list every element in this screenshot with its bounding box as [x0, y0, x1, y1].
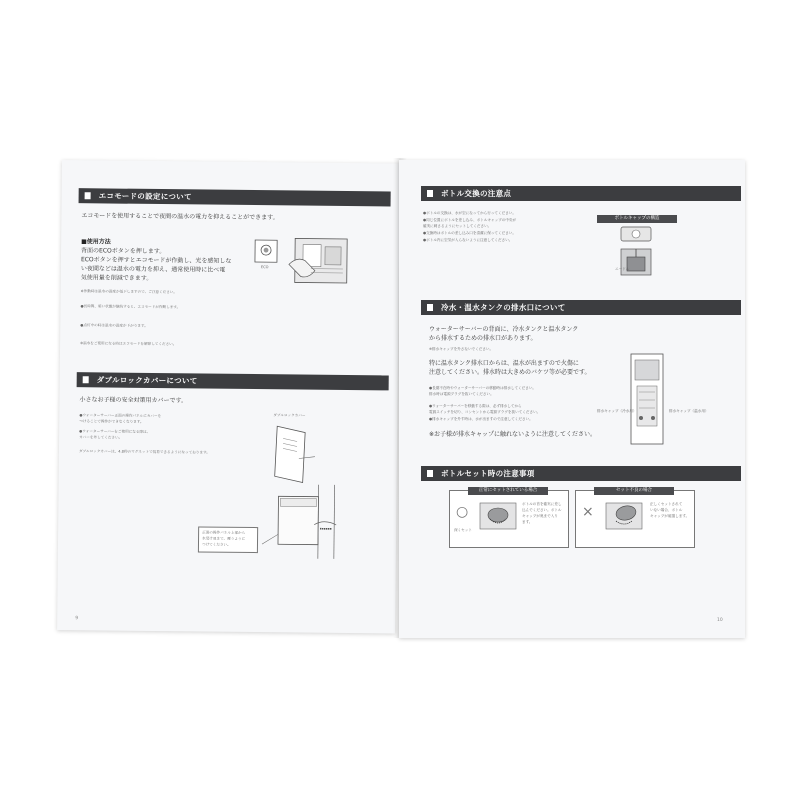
ok-symbol: ○	[456, 504, 469, 520]
eco-intro: エコモードを使用することで夜間の温水の電力を抑えることができます。	[81, 212, 279, 222]
ok-text-2: 込んでください。ボトル	[522, 508, 562, 512]
page-number-left: 9	[75, 616, 79, 622]
double-lock-note-1: ●ウォーターサーバー正面の操作パネルにカバーを	[79, 413, 162, 419]
drain-note-5: ●排水キャップを外す時は、水が出ますので注意してください。	[429, 417, 533, 421]
double-lock-cover-illustration	[258, 424, 369, 560]
usage-title: ■使用方法	[81, 238, 111, 246]
eco-mode-heading: エコモードの設定について	[79, 188, 391, 206]
right-page	[399, 160, 745, 638]
drain-heading: 冷水・温水タンクの排水口について	[421, 300, 741, 315]
ok-text-3: キャップが奥まで入り	[522, 514, 558, 518]
ng-text-3: キャップが破損します。	[650, 514, 690, 518]
drain-cap-cold-label: 排水キャップ（冷水用）	[597, 409, 637, 413]
eco-note-1: ※作動時は温水の温度が低下しますので、ご注意ください。	[80, 289, 178, 295]
left-page	[57, 160, 400, 634]
double-lock-heading: ダブルロックカバーについて	[77, 372, 389, 390]
double-lock-note-5: ダブルロックカバーは、4.8秒のマグネットで装着できるようになっております。	[78, 449, 210, 455]
page-number-right: 10	[717, 618, 723, 623]
cover-callout-line-3: つけてください。	[201, 542, 231, 547]
server-back-illustration	[627, 352, 667, 447]
cover-label: ダブルロックカバー	[273, 413, 306, 418]
ng-symbol: ×	[582, 504, 594, 520]
bottle-note-5: ●ボトル内に空気が入らないように注意してください。	[423, 238, 513, 242]
bottle-cap-illustration	[607, 225, 667, 283]
cover-callout-line-2: 水受け皿まで、覆うように	[202, 536, 246, 541]
eco-note-4: ※温水をご使用になる時はエコモードを解除してください。	[80, 341, 177, 347]
drain-sub: ※排水キャップを外さないでください。	[429, 347, 494, 351]
bottle-note-3: 確実に刺さるようにセットしてください。	[423, 224, 492, 228]
drain-warn-2: 注意してください。排水時は大きめのバケツ等が必要です。	[429, 369, 591, 376]
ok-bottle-illustration	[478, 501, 518, 531]
usage-line-4: 気使用量を削減できます。	[80, 274, 153, 282]
bottle-set-heading: ボトルセット時の注意事項	[421, 466, 741, 481]
usage-line-1: 背面のECOボタンを押します。	[81, 247, 166, 256]
ok-caption: 深くセット	[454, 528, 472, 532]
ng-text-2: いない場合、ボトル	[650, 508, 683, 512]
double-lock-note-4: カバーを外してください。	[79, 435, 123, 440]
usage-line-3: い夜間などは温水の電力を抑え、通常使用時に比べ電	[80, 265, 226, 274]
cover-callout	[198, 526, 258, 553]
usage-line-2: ECOボタンを押すとエコモードが作動し、光を感知しな	[80, 256, 232, 265]
drain-note-3: ●ウォーターサーバーを移動する際は、必ず排水してから	[429, 404, 522, 408]
drain-intro-2: から排水するための排水口があります。	[429, 335, 537, 342]
bottle-exchange-heading: ボトル交換の注意点	[421, 186, 741, 201]
drain-intro-1: ウォーターサーバーの背面に、冷水タンクと温水タンク	[429, 326, 579, 333]
drain-note-1: ●長期不在時やウォーターサーバーの移動時は排水してください。	[429, 386, 537, 390]
ng-panel	[575, 490, 695, 548]
eco-button-label: ECO	[260, 265, 269, 270]
eco-note-2: ●長時間、暗い状態が継続すると、エコモードが作動します。	[80, 304, 181, 310]
ng-text-1: 正しくセットされて	[650, 502, 683, 506]
drain-note-2: 排水時は電源プラグを抜いてください。	[429, 392, 494, 396]
ng-bottle-illustration	[604, 501, 644, 531]
drain-note-4: 電源スイッチを切り、コンセントから電源プラグを抜いてください。	[429, 410, 541, 414]
bottle-note-4: ●交換時はボトルの差し込み口を清潔に保ってください。	[423, 231, 516, 235]
eco-note-3: ●点灯中の時は温水の温度が下がります。	[80, 323, 148, 328]
child-note: ※お子様が排水キャップに触れないように注意してください。	[429, 431, 597, 438]
double-lock-intro: 小さなお子様の安全対策用カバーです。	[79, 396, 188, 405]
drain-cap-hot-label: 排水キャップ（温水用）	[669, 409, 709, 413]
drain-warn-1: 特に温水タンク排水口からは、温水が出ますので火傷に	[429, 360, 579, 367]
ok-panel	[449, 490, 569, 548]
ok-text-4: ます。	[522, 520, 533, 524]
bottle-note-2: ●同じ位置にボトルを差し込み、ボトルキャップの中央が	[423, 218, 517, 222]
cover-callout-line-1: 正面の操作パネル上部から	[202, 530, 246, 535]
double-lock-note-3: ●ウォーターサーバーをご使用になる際は、	[79, 429, 151, 434]
ok-panel-title: 正常にセットされている場合	[468, 487, 548, 495]
double-lock-note-2: つけることで操作ができなくなります。	[79, 419, 144, 424]
bottle-note-1: ●ボトルの交換は、水が空になってから行ってください。	[423, 211, 516, 215]
eco-button-illustration	[251, 234, 362, 293]
cap-panel-title: ボトルキャップの構造	[597, 215, 677, 223]
ng-panel-title: セット不良の場合	[594, 487, 674, 495]
needle-label: ニードル	[615, 267, 630, 271]
ok-text-1: ボトルの首を確実に差し	[522, 502, 562, 506]
